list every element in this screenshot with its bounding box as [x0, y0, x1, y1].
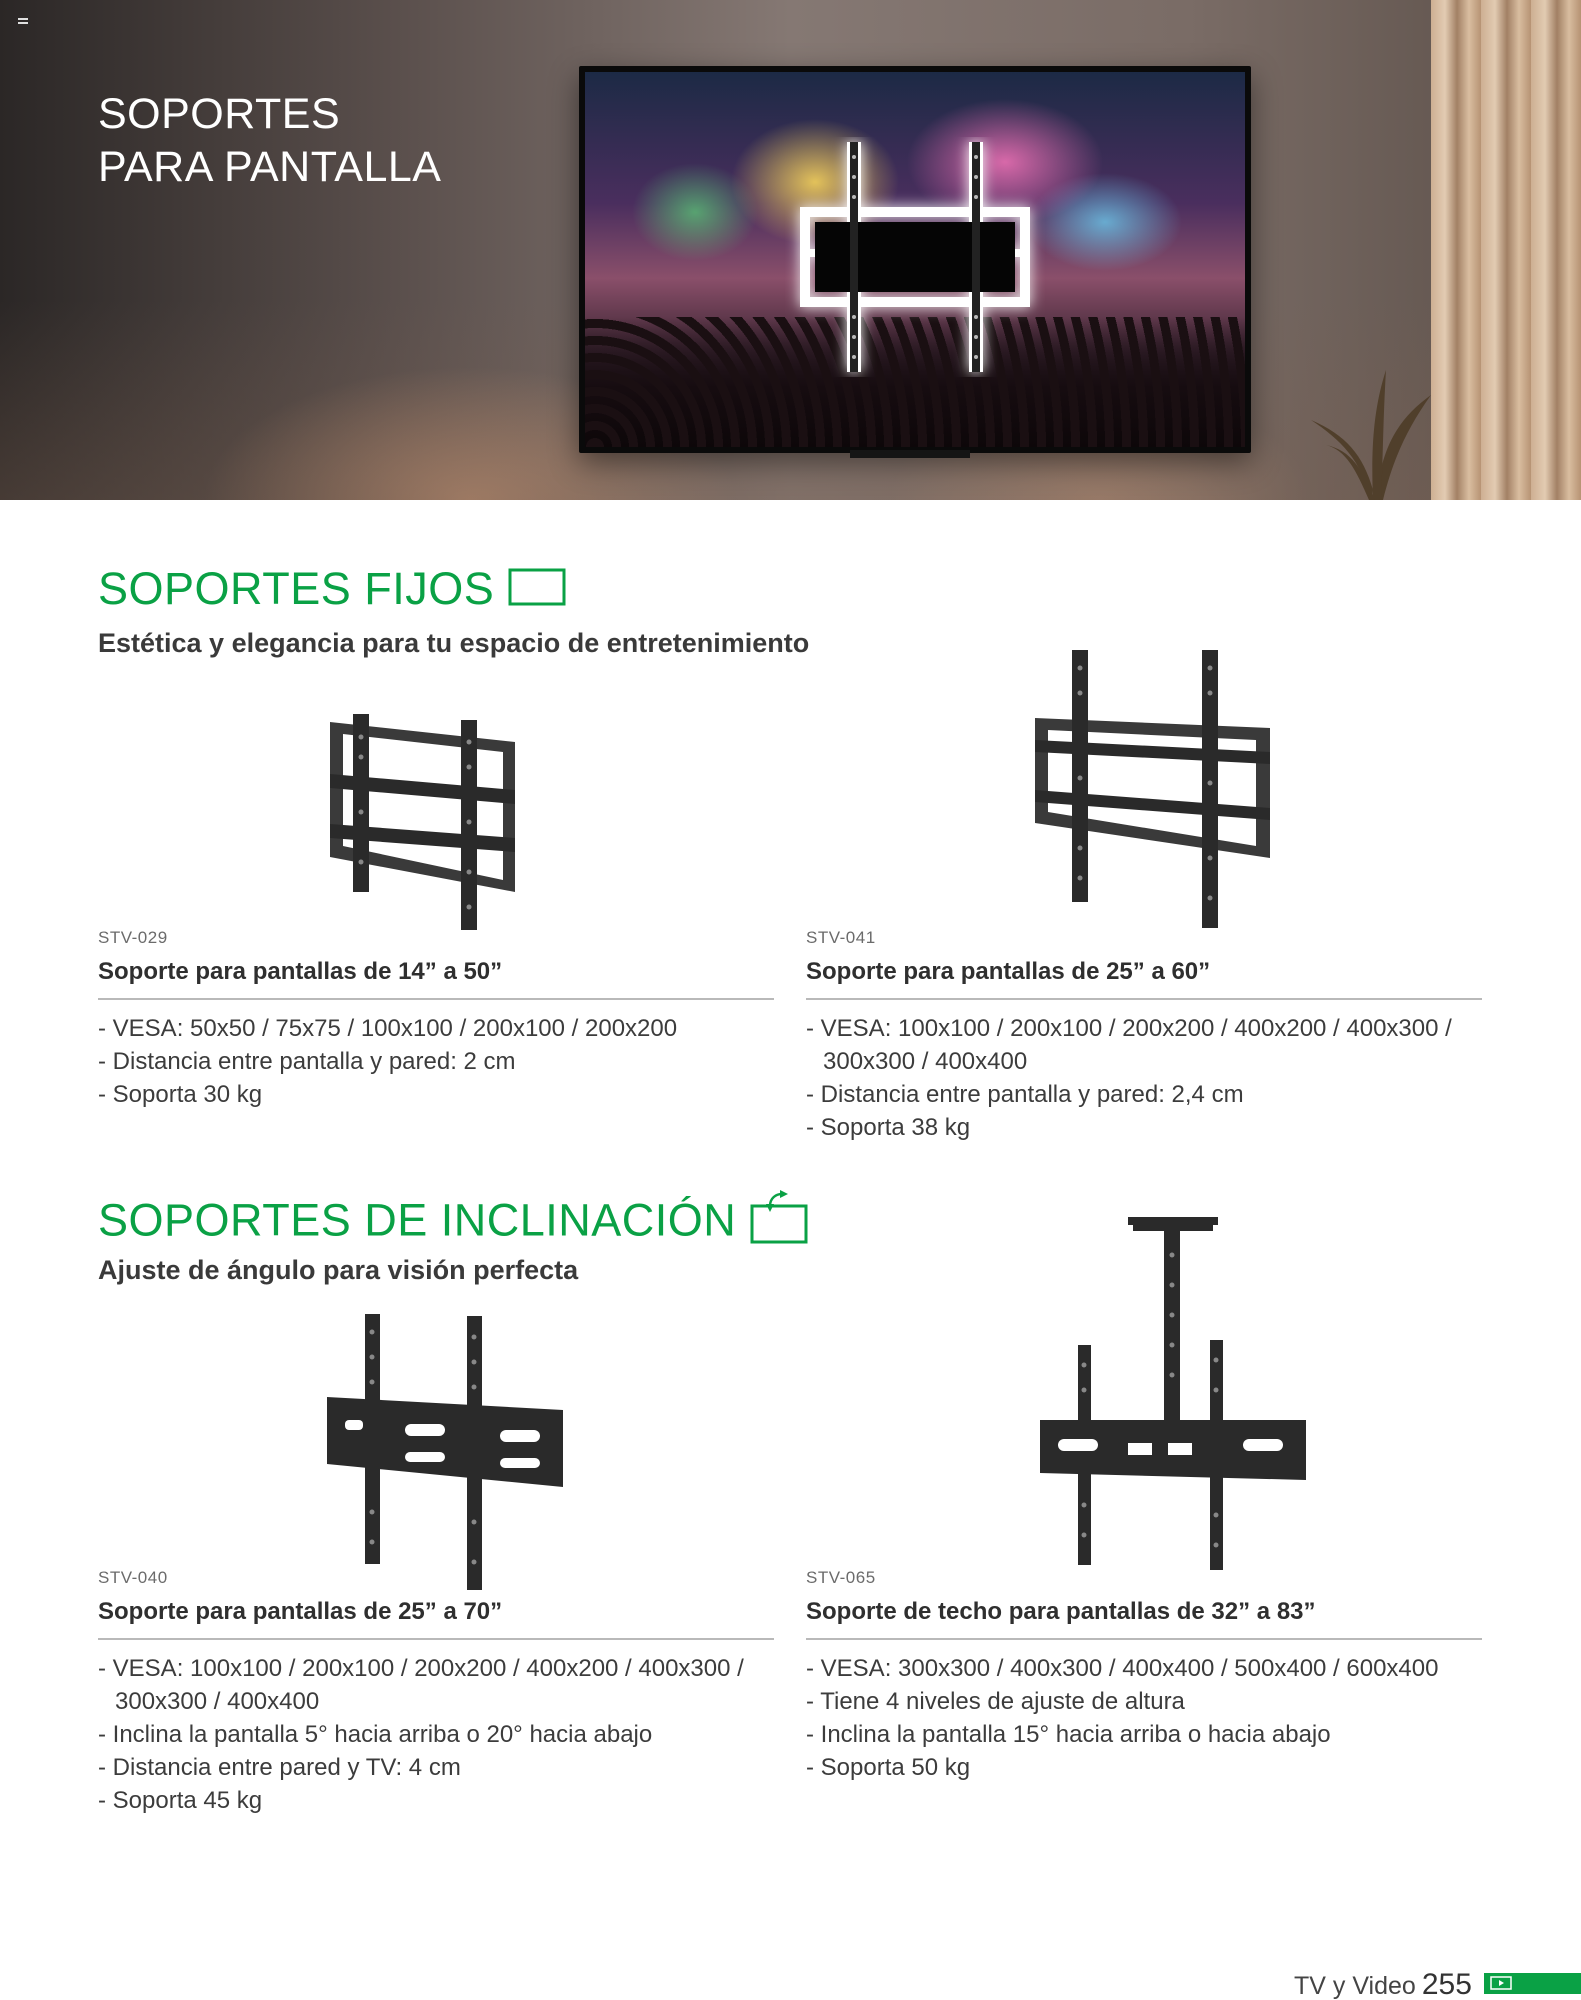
spec-item: - Soporta 50 kg	[806, 1754, 971, 1781]
spec-item: - Soporta 30 kg	[98, 1081, 263, 1108]
product-card-stv-041	[806, 928, 1482, 1144]
spec-item: - Soporta 45 kg	[98, 1787, 263, 1814]
section-title-inclinacion-text: SOPORTES DE INCLINACIÓN	[98, 1194, 737, 1246]
product-code: STV-065	[806, 1568, 876, 1587]
product-name: Soporte para pantallas de 25” a 60”	[806, 958, 1482, 1000]
product-name: Soporte de techo para pantallas de 32” a 83”	[806, 1598, 1482, 1640]
spec-list	[98, 1012, 774, 1111]
curtain	[1431, 0, 1581, 500]
spec-item: - Distancia entre pantalla y pared: 2,4 cm	[806, 1081, 1244, 1108]
hero-title-line2: PARA PANTALLA	[98, 143, 442, 191]
spec-item: - Inclina la pantalla 15° hacia arriba o hacia abajo	[806, 1721, 1331, 1748]
spec-item: - Soporta 38 kg	[806, 1114, 971, 1141]
product-card-stv-065	[806, 1568, 1482, 1784]
product-image-stv-065	[1038, 1215, 1308, 1575]
hero-banner	[0, 0, 1581, 500]
product-name: Soporte para pantallas de 25” a 70”	[98, 1598, 774, 1640]
tv-play-icon	[1490, 1976, 1512, 1991]
product-image-stv-041	[1030, 648, 1275, 930]
spec-item: - VESA: 100x100 / 200x100 / 200x200 / 400x200 / 400x300 / 300x300 / 400x400	[806, 1015, 1452, 1075]
spec-list	[98, 1652, 774, 1817]
flat-screen-icon	[508, 566, 566, 618]
spec-item: - Distancia entre pared y TV: 4 cm	[98, 1754, 461, 1781]
section-title-fijos-text: SOPORTES FIJOS	[98, 563, 495, 614]
section-title-inclinacion	[98, 1190, 810, 1257]
product-image-stv-029	[325, 712, 520, 934]
section-subtitle-fijos: Estética y elegancia para tu espacio de entretenimiento	[98, 628, 810, 658]
section-subtitle-inclinacion: Ajuste de ángulo para visión perfecta	[98, 1255, 579, 1285]
product-name: Soporte para pantallas de 14” a 50”	[98, 958, 774, 1000]
footer-label	[1294, 1968, 1472, 2000]
spec-item: - Tiene 4 niveles de ajuste de altura	[806, 1688, 1185, 1715]
spec-item: - VESA: 300x300 / 400x300 / 400x400 / 500x400 / 600x400	[806, 1655, 1439, 1682]
product-code: STV-041	[806, 928, 876, 947]
product-image-stv-040	[325, 1312, 565, 1592]
spec-item: - Inclina la pantalla 5° hacia arriba o 20° hacia abajo	[98, 1721, 653, 1748]
product-code: STV-029	[98, 928, 168, 947]
hero-title	[98, 88, 441, 194]
spec-item: - Distancia entre pantalla y pared: 2 cm	[98, 1048, 516, 1075]
tv-bottom-bar	[850, 450, 970, 458]
spec-list	[806, 1012, 1482, 1144]
tilt-screen-icon	[750, 1190, 810, 1257]
menu-icon[interactable]	[18, 18, 28, 24]
spec-list	[806, 1652, 1482, 1784]
spec-item: - VESA: 50x50 / 75x75 / 100x100 / 200x100 / 200x200	[98, 1015, 678, 1042]
section-title-fijos	[98, 563, 566, 618]
spec-item: - VESA: 100x100 / 200x100 / 200x200 / 400x200 / 400x300 / 300x300 / 400x400	[98, 1655, 744, 1715]
product-card-stv-040	[98, 1568, 774, 1817]
tv-illustration	[579, 66, 1251, 453]
wall-mount-glow-icon	[785, 137, 1045, 377]
page-number: 255	[1421, 1968, 1472, 2000]
tv-screen	[585, 72, 1245, 447]
footer-section-label: TV y Video	[1294, 1972, 1416, 2000]
hero-title-line1: SOPORTES	[98, 90, 341, 138]
plant	[1301, 350, 1441, 500]
product-code: STV-040	[98, 1568, 168, 1587]
product-card-stv-029	[98, 928, 774, 1111]
footer-accent-bar	[1484, 1973, 1581, 1994]
